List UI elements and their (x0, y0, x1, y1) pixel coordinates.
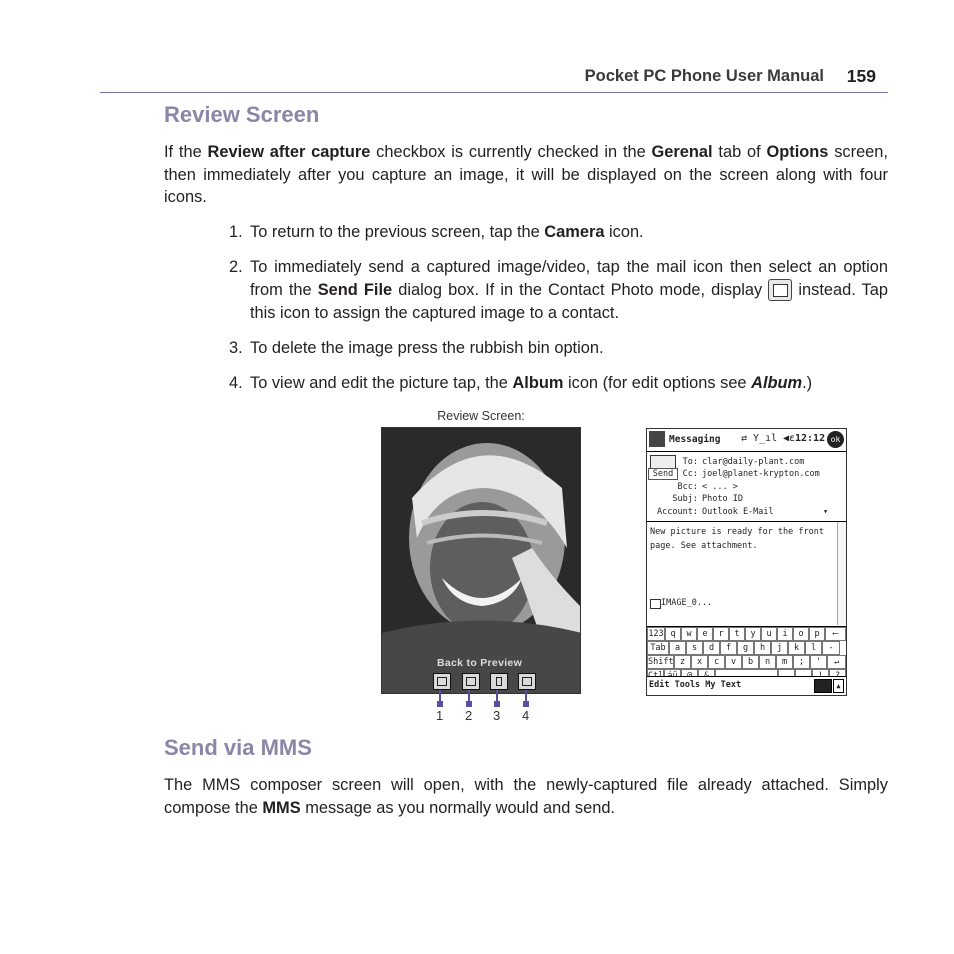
scrollbar[interactable] (837, 522, 846, 625)
chevron-up-icon[interactable]: ▲ (833, 679, 844, 693)
key[interactable]: w (681, 627, 697, 641)
key[interactable]: s (686, 641, 703, 655)
trash-icon[interactable] (490, 673, 508, 690)
key[interactable]: o (793, 627, 809, 641)
attachment-icon (650, 599, 661, 609)
title-bar (647, 429, 846, 452)
back-to-preview-label: Back to Preview (437, 657, 523, 669)
key[interactable]: ; (793, 655, 810, 669)
clock: 12:12 (795, 433, 826, 444)
contact-photo-icon (768, 279, 792, 301)
status-icons: ⇄ Y̲ıl ◀ε (741, 433, 796, 444)
envelope-icon (650, 455, 676, 469)
pointer-line (439, 690, 441, 704)
backspace-key[interactable]: ⟵ (825, 627, 846, 641)
app-title: Messaging (669, 434, 721, 445)
key[interactable]: d (703, 641, 720, 655)
keyboard-row-1 (647, 627, 846, 641)
key[interactable]: q (665, 627, 681, 641)
soft-keyboard (647, 627, 846, 683)
key[interactable]: m (776, 655, 793, 669)
key[interactable]: ' (810, 655, 827, 669)
pointer-line (496, 690, 498, 704)
icon-label-4: 4 (522, 708, 530, 723)
page-number: 159 (846, 66, 876, 86)
ok-button[interactable]: ok (827, 431, 844, 448)
key[interactable]: r (713, 627, 729, 641)
key[interactable]: c (708, 655, 725, 669)
key[interactable]: - (822, 641, 840, 655)
manual-title: Pocket PC Phone User Manual (584, 67, 824, 85)
chevron-down-icon: ▾ (823, 507, 829, 517)
mms-paragraph: The MMS composer screen will open, with the newly-captured file already attached. Simply compose the MMS message as you normally would and send. (164, 776, 888, 817)
menu-bar (647, 676, 846, 695)
shift-key[interactable]: Shift (648, 657, 674, 667)
mail-icon[interactable] (462, 673, 480, 690)
attachment-name[interactable]: IMAGE_0... (661, 598, 713, 608)
key[interactable]: b (742, 655, 759, 669)
key[interactable]: t (729, 627, 745, 641)
send-button[interactable]: Send (648, 468, 678, 480)
key[interactable]: f (720, 641, 737, 655)
list-item: 4. To view and edit the picture tap, the Album icon (for edit options see Album.) (229, 374, 813, 392)
messaging-screen (646, 428, 847, 696)
key[interactable]: Tab (647, 641, 669, 655)
key[interactable]: j (771, 641, 788, 655)
icon-label-3: 3 (493, 708, 501, 723)
key[interactable]: i (777, 627, 793, 641)
menu-items[interactable]: Edit Tools My Text (649, 680, 742, 690)
icon-label-2: 2 (465, 708, 473, 723)
start-menu-icon[interactable] (649, 431, 665, 447)
key[interactable]: l (805, 641, 822, 655)
review-screen-photo (381, 427, 581, 694)
message-body[interactable] (647, 522, 846, 627)
key[interactable]: n (759, 655, 776, 669)
key[interactable]: a (669, 641, 686, 655)
list-item: 2. To immediately send a captured image/video, tap the mail icon then select an option from the Send File dialog box. If in the Contact Photo mode, display instead. Tap this icon to assign the captured image to a contact. (229, 258, 888, 322)
key[interactable]: u (761, 627, 777, 641)
list-item: 1. To return to the previous screen, tap the Camera icon. (229, 223, 644, 241)
key[interactable]: v (725, 655, 742, 669)
pointer-line (525, 690, 527, 704)
key[interactable]: 123 (648, 629, 664, 639)
key[interactable]: y (745, 627, 761, 641)
album-icon[interactable] (518, 673, 536, 690)
key[interactable]: e (697, 627, 713, 641)
keyboard-row-2 (647, 641, 840, 655)
key[interactable]: z (674, 655, 691, 669)
section-heading-send-via-mms: Send via MMS (164, 735, 312, 760)
key[interactable]: h (754, 641, 771, 655)
message-text: New picture is ready for the front page. See attachment. (650, 527, 824, 551)
enter-key[interactable]: ↵ (827, 655, 846, 669)
key[interactable]: x (691, 655, 708, 669)
keyboard-icon[interactable] (814, 679, 832, 693)
icon-label-1: 1 (436, 708, 444, 723)
list-item: 3. To delete the image press the rubbish bin option. (229, 339, 604, 357)
football-player-image (382, 428, 581, 694)
pointer-line (468, 690, 470, 704)
message-header: Send To: clar@daily-plant.com Cc: joel@planet-krypton.com Bcc: < ... > Subj: Photo ID Account: Outlook E-Mail ▾ (647, 452, 846, 522)
page-header (100, 64, 888, 93)
review-intro-paragraph: If the Review after capture checkbox is currently checked in the Gerenal tab of Options screen, then immediately after you capture an image, it will be displayed on the screen along with four icons. (164, 143, 888, 206)
key[interactable]: k (788, 641, 805, 655)
figure-caption: Review Screen: (437, 409, 525, 423)
key[interactable]: p (809, 627, 825, 641)
camera-icon[interactable] (433, 673, 451, 690)
key[interactable]: g (737, 641, 754, 655)
section-heading-review-screen: Review Screen (164, 102, 320, 127)
keyboard-row-3 (647, 655, 846, 669)
